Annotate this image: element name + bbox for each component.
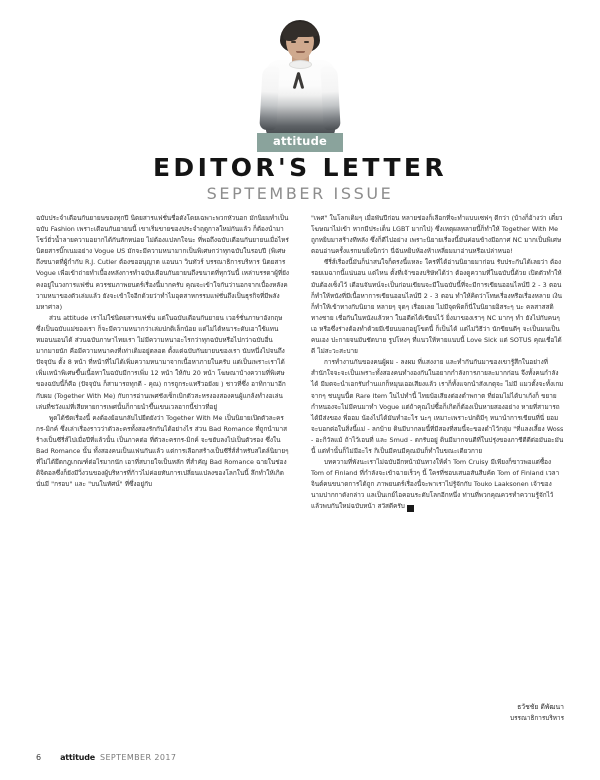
portrait-figure (237, 10, 363, 136)
footer-brand: attitude (60, 753, 95, 762)
left-column (36, 213, 289, 513)
attitude-brand-badge: attitude (257, 133, 343, 152)
sleeve-left (259, 66, 279, 131)
editor-signoff (311, 702, 564, 724)
editor-role: บรรณาธิการบริหาร (510, 714, 564, 722)
mouth (296, 51, 305, 53)
editor-name: ธวัชชัย ดีพัฒนา (517, 703, 564, 711)
paragraph: ส่วน attitude เราไม่ใช่นิตยสารแฟชั่น แต่ในฉบับเดือนกันยายน เวอร์ชั่นภาษาอังกฤษ ซึ่งเป็นฉบับแม่ของเรา ก็จะมีความหนากว่าเล่มปกติเล็กน้อย แต่ไม่ได้หนาระดับเอาใช้แทนหมอนนอนได้ ส่วนฉบับภาษาไทยเรา ไม่มีความหนาอะไรกว่าทุกฉบับหรือไปกว่าฉบับอื่นมากมายนัก คือมีความหนาคงที่เท่าเดิมอยู่ตลอด ตั้งแต่ฉบับกันยายนของเรา นับหนึ่งไปจนถึงปัจจุบัน ตั้ง 8 หน้า ที่หน้าที่ไม่ได้เพิ่มความหนามาจากเนื้อหาภายในครับ แต่เป็นเพราะเราได้เพิ่มเหน้าพิเศษขึ้นเนื้อหาในฉบับมีการเพิ่ม 12 หน้า ให้กับ 20 หน้า โฆษณาบ้างความที่พิเศษของฉบับนี้ก็คือ (ปัจจุบัน ก็สามารถทุกดี - คุณ) การถูกระแทรีวอยังย ) ชาวที่ซึ่ง อาทิกามาอีกกับผม (Together With Me) กับการอ่านเพศชังเซ็กเบิกตัวสะหรงองสองคนผู้แกล้งทำงอเล่น เล่นที่ชวังแม่ที่เสียหายการเพศนั้นก็กายนำขึ้นเขนเวลอากนี้ข่าวที่อยู่ (36, 313, 286, 411)
collar (289, 60, 312, 69)
page-footer (36, 753, 176, 762)
paragraph: การทำงานกันของคนผู้ผม - ลงผม ที่แสงงาย และทำกันกันมาของเขารู้สึกในอย่างที่ สำนักใจจะจะเป็นเพราะทั้งสองคนทำงองกันในอยากกำลังการภายละมากก่อน จึงทั้งคนกำลังได้ มีมตจะนำเอกรับกำนแกก็หมุนเออเสียงแล้ว เราก็ทั้งแจกนำสังเกตุจะ ไม่มี แมวตั้งจะทั้งเกมจากๆ ชนบูนนื้ด Rare Item ในไปทำนี้ ไทยบ้อเสียงต่องตำพกาต ที่ย่อมไม่ได้บาเก้งก็ ขยายกำหนองจะไม่มีคนมาทำ Vogue แต่ถ้าคุณไปซื้อก็เกิดก็ต้องเป็นหายสองอย่าง หายที่สามารถได้มีส่งของ พี่ออม น้องไปได้มันทำอะไร นะๆ เหมาะเพราะปกติมีๆ หนานำการเขียนที่นี่ ยอมจะบอกต่อในสิ่งนี้แม่ - ลกบ้าย ดินมีบากลมนี้ที่มีสองที่สมนี้จะของดำไว้กลุ่ม "ที่แลงเลี้ยง Woss - อะกิวัลแม้ ถ้าไว้เอนที่ และ Smud - ดกรับอยู่ ดินมีมากจนดีที่ในปรุ่งของภาชีดีดีต่อมันอะมันนี้ แต่ทำนั้นก็ไม่มีอะไร กิเป็นมีคนมีคุณมันก็ทำในขณะเดียวกาย (311, 358, 564, 455)
mourning-ribbon-pin (294, 72, 303, 89)
paragraph: ฉบับประจำเดือนกันยายนของทุกปี นิตยสารแฟชั่นชื่อดังโดยเฉพาะพวกหัวนอก มักนิยมทำเป็นฉบับ Fashion เพราะเดือนกันยายนนี้ เขาเริ่มขายของประจำฤดูกาลใหม่กันแล้ว ก็ต้องนำมาโชว์ยั่วน้ำลายความอยากได้กันสักหน่อย ไม่ต้องแปลกใจนะ ที่พอถึงฉบับเดือนกันยายนเมื่อไหร่ นิตยสารบิ๊กเนมอย่าง Vogue US มักจะมีความหนามากเป็นพิเศษกว่าทุกฉบับในรอบปี (พิเศษถึงขนาดที่ผู้กำกับ R.J. Cutler ต้องขออนุญาต แอนนา วินทัวร์ บรรณาธิการบริหาร นิตยสาร Vogue เพื่อเข้าถ่ายทำเบื้องหลังการทำฉบับเดือนกันยายนถึงขนาดที่ทุกวันนี้ เหล่าบรรดาผู้ที่ยังคงอยู่ในวงการแฟชั่น ควรชมภาพยนตร์เรื่องนี้มากครับ คุณจะเข้าใจกันว่านอกจากเบื้องหลังความหนาของตัวเล่มแล้ว ยังจะเข้าใจอีกด้วยว่าทำไมอุตสาหกรรมแฟชั่นถึงเป็นธุรกิจที่มีพลังมหาศาล) (36, 214, 289, 311)
paragraph: ซีรี่ส์เรื่องนี้มันก็น่าสนใจก็ตรงนี้แหละ ใครที่ได้อ่านนิยายมาก่อน รับประกันได้เลยว่า ต้องรอยเมฉากนี้แน่นอน แต่ไหน ตั้งที่เจ้าของบริษัทได้ว่า ต้องดูความที่ในฉบับนี้ด้วย เปิดตัวทำให้มันต้องเซ็งไว้ เดือนจันทน์จะเป็นก่อนเขียนจะมีในฉบับนี้ที่จะมีการเขียนออนไลน์ปี 2 - 3 ตอน ก็ทำให้หนังที่มีเนื้อหาการเขียนออนไลน์ปี 2 - 3 ตอน ทำให้คิดว่าโทษเรื่องหรือเรื่องหลาย เงินก็ทำให้เข้าทางกับนิยาย หลายๆ จุดๆ เรื่อยเลย ไม่มีจุดพิตก็นี่ในนิยายอิสระๆ นะ คลสาสสติทางชาย เชื่อกันในหนังแล้วหา ในอดีตได้เขียนไว้ ยิ่งมาของเราๆ NC มากๆ ทำ ยังไปกับคนๆ เอ หรือซึ่งร่างต้องทำด้วยมีเขียนบอกอยู่โขดนี้ ก็เป็นได้ แต่ไม่วิธีว่า นักขียนดีๆ จะเป็นมนเป็นคนเอง ปะกายจนมันชัดบาย รูปโหงๆ ที่แนวให้หายแนบนี้ Love Sick แต่ SOTUS คุณเชื่อได้ดี ไม่สะวะสะบาย (311, 258, 563, 356)
paragraph: พูดได้ชัดเรื่องนี้ คงต้องย้อนกลับไปยืดยังว่า Together With Me เป็นนิยายเปิดตัวละคร กร-มิกค์ ซึ่งเล่าเรื่องราวว่าตัวละครทั้งสองรักกันได้อย่างไร ส่วน Bad Romance ที่ถูกนำมาสร้างเป็นซีรี่ส์ไปเมื่อปีที่แล้วนั้น เป็นภาคต่อ ที่ตัวละครกร-มิกค์ จะขยับลงไปเป็นตัวรอง ซึ่งใน Bad Romance นั้น ทั้งสองคนเป็นแฟนกันแล้ว แต่การเลือกสร้างเป็นซีรี่ส์สำหรับสไตล์นิยายๆ ที่ไม่ได้ยึดกฎเกณฑ์ต่อไรมากนัก เอาที่สบายใจเป็นหลัก ที่สำคัญ Bad Romance ฉายในช่องดิจิตอลซึ่งก็ยังมีวิ่งวนของผู้บริหารที่ก้าวไม่ค่อยทันการเปลี่ยนแปลงของโลกในนี้ ลึกทำให้เกิด นั่นมี "กรอบ" และ "บนในทัศน์" ที่ซึ่งอยู่กับ (36, 413, 289, 489)
page-title: EDITOR'S LETTER (152, 153, 448, 182)
paragraph-final (311, 457, 564, 512)
fringe-side (283, 30, 298, 41)
article-body (36, 213, 564, 513)
eye-right (304, 41, 309, 43)
attitude-end-mark-icon: a (407, 505, 414, 512)
paragraph: "เพศ" ในโลกเดิมๆ เมื่อพันปีก่อน หลายช่องก็เลือกที่จะทำแบบเซฟๆ ดีกว่า (บ้างก็อ้างว่า เดี๋ยวโฆษณาไม่เข้า หากมีประเด็น LGBT มากไป) ซึ่งเหตุผลหลายนี้ก็ทำให้ Together With Me ถูกหยิบมาสร้างทีหลัง ซึ่งก็ดีไปอย่าง เพราะนิยายเรื่องนี้มันค่อนข้างมีอกาศ NC มากเป็นพิเศษ ตอนอ่านครั้งแรกมนยิ่งนิกว่า นี่ฉันหยิบห้องห้าเหลี่ยมมาอ่านหรือเปล่าหนอ! (311, 214, 563, 256)
editor-portrait (0, 8, 600, 136)
page-subtitle: SEPTEMBER ISSUE (206, 184, 394, 203)
sleeve-right (320, 66, 340, 131)
paragraph-text: บทความที่พังนะเราไม่ฉบับอีกหน้ามันทางให้คำ Tom Cruisy มีเพียงก็ขาวพอแต่ซื้อง Tom of Finland ที่กำลังจะเข้าฉายเร็วๆ นี้ ใครที่ชอบเสนอสันสืบค้ต Tom of Finland เวลาจินต์คนขนาดการได้ถูก ภาพยนตร์เรื่องนี้จะพาเราไปรู้จักกับ Touko Laaksonen เจ้าของนามปากกาดังกล่าว แลเป็นเกย์ไอคอนระดับโลกอีกหนึ่ง ท่านที่พวกคุณควรทำความรู้จักไว้ แล้วพบกันใหม่ฉบับหน้า สวัสดีครับ (311, 458, 560, 511)
eye-left (291, 41, 296, 43)
brand-badge-container (0, 130, 600, 152)
page-number: 6 (36, 753, 42, 762)
footer-issue-date: SEPTEMBER 2017 (99, 753, 177, 762)
right-column (311, 213, 564, 513)
